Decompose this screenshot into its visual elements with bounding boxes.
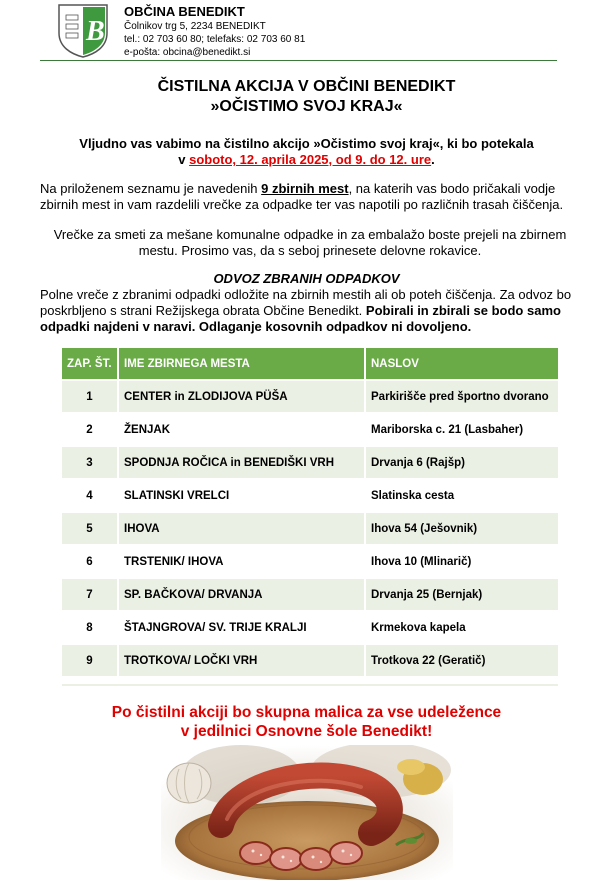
row-location: TROTKOVA/ LOČKI VRH bbox=[118, 644, 365, 676]
row-address: Drvanja 6 (Rajšp) bbox=[365, 446, 558, 479]
row-number: 3 bbox=[62, 446, 118, 479]
row-address: Ihova 10 (Mlinarič) bbox=[365, 545, 558, 578]
invitation-line-1: Vljudno vas vabimo na čistilno akcijo »Očistimo svoj kraj«, ki bo potekala bbox=[79, 136, 534, 151]
row-address: Krmekova kapela bbox=[365, 611, 558, 644]
organization-info bbox=[124, 3, 305, 59]
closing-announcement bbox=[0, 703, 613, 741]
municipality-crest-icon bbox=[57, 3, 109, 58]
row-location: ŠTAJNGROVA/ SV. TRIJE KRALJI bbox=[118, 611, 365, 644]
row-number: 4 bbox=[62, 479, 118, 512]
row-location: ŽENJAK bbox=[118, 413, 365, 446]
table-row bbox=[62, 446, 558, 479]
column-header-location: IME ZBIRNEGA MESTA bbox=[118, 348, 365, 380]
row-number: 5 bbox=[62, 512, 118, 545]
para1-before: Na priloženem seznamu je navedenih bbox=[40, 181, 262, 196]
para1-after: , na katerih vas bodo pričakali vodje zbirnih mest in vam razdelili vrečke za odpadke ter vas napotili po različnih trasah čiščenja. bbox=[40, 181, 564, 212]
event-date: soboto, 12. aprila 2025, od 9. do 12. ure bbox=[189, 152, 432, 167]
title-line-1: ČISTILNA AKCIJA V OBČINI BENEDIKT bbox=[157, 78, 456, 95]
row-location: SP. BAČKOVA/ DRVANJA bbox=[118, 578, 365, 611]
table-row bbox=[62, 512, 558, 545]
row-address: Drvanja 25 (Bernjak) bbox=[365, 578, 558, 611]
table-row bbox=[62, 413, 558, 446]
organization-phone: tel.: 02 703 60 80; telefaks: 02 703 60 81 bbox=[124, 34, 306, 45]
bags-paragraph: Vrečke za smeti za mešane komunalne odpadke in za embalažo boste prejeli na zbirnem mestu. Prosimo vas, da s seboj prinesete delovne rokavice. bbox=[53, 227, 567, 258]
table-row bbox=[62, 611, 558, 644]
column-header-number: ZAP. ŠT. bbox=[62, 348, 118, 380]
waste-removal-heading: ODVOZ ZBRANIH ODPADKOV bbox=[213, 271, 400, 286]
row-number: 1 bbox=[62, 380, 118, 413]
row-address: Ihova 54 (Ješovnik) bbox=[365, 512, 558, 545]
table-header-row bbox=[62, 348, 558, 380]
row-number: 9 bbox=[62, 644, 118, 676]
invitation-suffix: . bbox=[431, 152, 435, 167]
waste-removal-text: Polne vreče z zbranimi odpadki odložite na zbirnih mestih ali ob poteh čiščenja. Za odvoz bo poskrbljeno s strani Režijskega obrata Občine Benedikt. bbox=[40, 287, 572, 318]
row-location: SPODNJA ROČICA in BENEDIŠKI VRH bbox=[118, 446, 365, 479]
table-row bbox=[62, 380, 558, 413]
waste-removal-paragraph bbox=[40, 287, 580, 335]
collection-points-paragraph bbox=[40, 181, 580, 213]
table-bottom-edge bbox=[62, 684, 558, 686]
invitation bbox=[0, 136, 613, 168]
column-header-address: NASLOV bbox=[365, 348, 558, 380]
row-address: Parkirišče pred športno dvorano bbox=[365, 380, 558, 413]
svg-text:B: B bbox=[86, 16, 105, 47]
organization-address: Čolnikov trg 5, 2234 BENEDIKT bbox=[124, 21, 266, 32]
row-number: 8 bbox=[62, 611, 118, 644]
table-row bbox=[62, 578, 558, 611]
waste-removal-bold: Pobirali in zbirali se bodo samo odpadki najdeni v naravi. Odlaganje kosovnih odpadkov ni dovoljeno. bbox=[40, 303, 561, 334]
sausage-platter-image bbox=[161, 745, 453, 880]
letterhead bbox=[57, 3, 557, 61]
organization-email: e-pošta: obcina@benedikt.si bbox=[124, 47, 251, 58]
para1-highlight: 9 zbirnih mest bbox=[261, 181, 349, 196]
title-line-2: »OČISTIMO SVOJ KRAJ« bbox=[210, 98, 403, 115]
row-address: Mariborska c. 21 (Lasbaher) bbox=[365, 413, 558, 446]
row-address: Trotkova 22 (Geratič) bbox=[365, 644, 558, 676]
row-number: 6 bbox=[62, 545, 118, 578]
row-location: SLATINSKI VRELCI bbox=[118, 479, 365, 512]
row-address: Slatinska cesta bbox=[365, 479, 558, 512]
header-divider bbox=[40, 60, 557, 61]
row-number: 2 bbox=[62, 413, 118, 446]
row-location: TRSTENIK/ IHOVA bbox=[118, 545, 365, 578]
collection-points-table bbox=[62, 348, 558, 676]
row-location: IHOVA bbox=[118, 512, 365, 545]
table-row bbox=[62, 644, 558, 676]
invitation-line-2 bbox=[0, 152, 613, 168]
row-location: CENTER in ZLODIJOVA PÜŠA bbox=[118, 380, 365, 413]
organization-name: OBČINA BENEDIKT bbox=[124, 4, 245, 19]
table-row bbox=[62, 545, 558, 578]
invitation-prefix: v bbox=[178, 152, 190, 167]
table-row bbox=[62, 479, 558, 512]
closing-line-2: v jedilnici Osnovne šole Benedikt! bbox=[180, 723, 433, 740]
row-number: 7 bbox=[62, 578, 118, 611]
document-title bbox=[0, 77, 613, 117]
closing-line-1: Po čistilni akciji bo skupna malica za vse udeležence bbox=[111, 704, 502, 721]
